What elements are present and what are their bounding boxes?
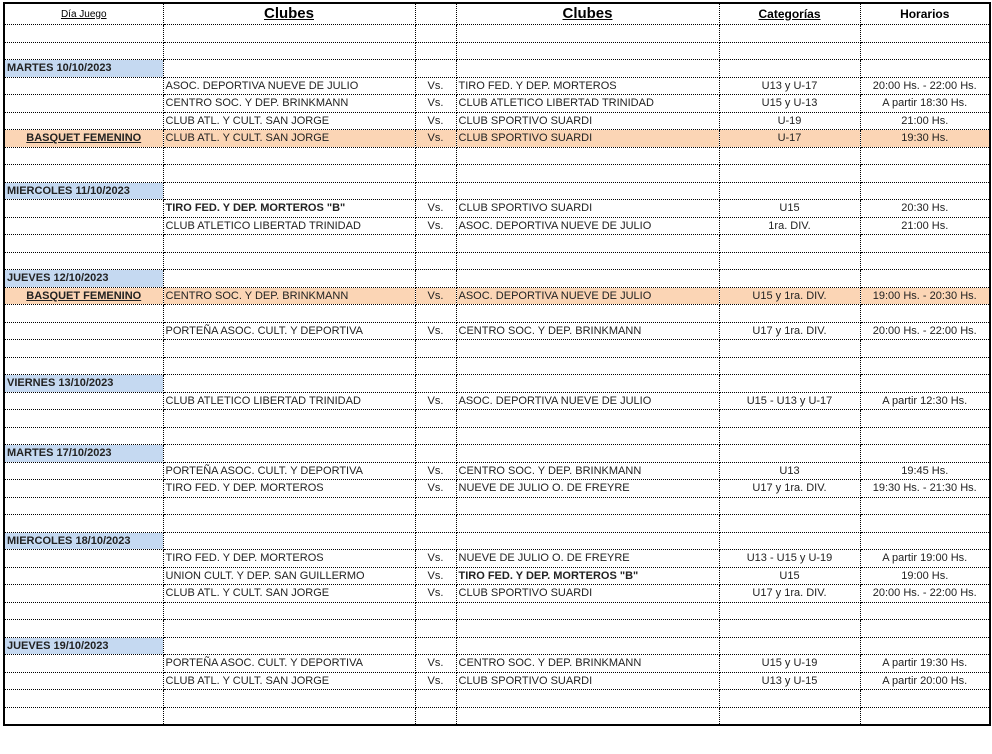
day-row (4, 445, 990, 463)
empty-cell (4, 147, 163, 165)
empty-cell (456, 602, 719, 620)
match-row (4, 130, 990, 148)
empty-cell (719, 25, 860, 43)
empty-cell (4, 655, 163, 673)
blank-row (4, 252, 990, 270)
empty-cell (719, 357, 860, 375)
empty-cell (719, 497, 860, 515)
empty-cell (456, 25, 719, 43)
empty-cell (719, 340, 860, 358)
empty-cell (4, 340, 163, 358)
category: U15 (719, 200, 860, 218)
match-day-label: JUEVES 19/10/2023 (4, 637, 163, 655)
empty-cell (163, 270, 415, 288)
schedule-time: 19:45 Hs. (860, 462, 990, 480)
empty-cell (719, 305, 860, 323)
empty-cell (163, 532, 415, 550)
blank-row (4, 515, 990, 533)
empty-cell (456, 42, 719, 60)
match-row (4, 655, 990, 673)
day-row (4, 270, 990, 288)
schedule-time: 19:30 Hs. - 21:30 Hs. (860, 480, 990, 498)
home-club: CLUB ATL. Y CULT. SAN JORGE (163, 672, 415, 690)
empty-cell (719, 235, 860, 253)
empty-cell (163, 497, 415, 515)
empty-cell (719, 165, 860, 183)
empty-cell (163, 235, 415, 253)
empty-cell (456, 270, 719, 288)
blank-row (4, 602, 990, 620)
empty-cell (456, 147, 719, 165)
empty-cell (4, 427, 163, 445)
versus-label: Vs. (415, 77, 456, 95)
away-club: CENTRO SOC. Y DEP. BRINKMANN (456, 322, 719, 340)
empty-cell (4, 95, 163, 113)
versus-label: Vs. (415, 462, 456, 480)
header-clubes-away: Clubes (456, 3, 719, 25)
empty-cell (719, 252, 860, 270)
empty-cell (860, 357, 990, 375)
versus-label: Vs. (415, 200, 456, 218)
away-club: ASOC. DEPORTIVA NUEVE DE JULIO (456, 217, 719, 235)
match-row (4, 480, 990, 498)
empty-cell (860, 25, 990, 43)
blank-row (4, 235, 990, 253)
away-club: CLUB SPORTIVO SUARDI (456, 130, 719, 148)
home-club: PORTEÑA ASOC. CULT. Y DEPORTIVA (163, 462, 415, 480)
blank-row (4, 42, 990, 60)
empty-cell (163, 165, 415, 183)
empty-cell (860, 165, 990, 183)
empty-cell (719, 60, 860, 78)
empty-cell (163, 147, 415, 165)
versus-label: Vs. (415, 480, 456, 498)
away-club: ASOC. DEPORTIVA NUEVE DE JULIO (456, 287, 719, 305)
schedule-body (4, 3, 990, 725)
away-club: CENTRO SOC. Y DEP. BRINKMANN (456, 655, 719, 673)
header-row (4, 3, 990, 25)
away-club: TIRO FED. Y DEP. MORTEROS "B" (456, 567, 719, 585)
blank-row (4, 25, 990, 43)
empty-cell (860, 147, 990, 165)
empty-cell (860, 497, 990, 515)
empty-cell (860, 427, 990, 445)
empty-cell (860, 270, 990, 288)
home-club: CLUB ATL. Y CULT. SAN JORGE (163, 585, 415, 603)
category: U13 - U15 y U-19 (719, 550, 860, 568)
header-horarios: Horarios (860, 3, 990, 25)
away-club: CENTRO SOC. Y DEP. BRINKMANN (456, 462, 719, 480)
empty-cell (4, 305, 163, 323)
versus-label: Vs. (415, 550, 456, 568)
empty-cell (860, 445, 990, 463)
versus-label: Vs. (415, 585, 456, 603)
home-club: UNION CULT. Y DEP. SAN GUILLERMO (163, 567, 415, 585)
empty-cell (456, 515, 719, 533)
empty-cell (415, 305, 456, 323)
versus-label: Vs. (415, 672, 456, 690)
empty-cell (4, 497, 163, 515)
schedule-time: 21:00 Hs. (860, 217, 990, 235)
empty-cell (719, 147, 860, 165)
empty-cell (415, 707, 456, 725)
empty-cell (456, 620, 719, 638)
home-club: PORTEÑA ASOC. CULT. Y DEPORTIVA (163, 655, 415, 673)
category: U17 y 1ra. DIV. (719, 480, 860, 498)
blank-row (4, 340, 990, 358)
match-day-label: MARTES 17/10/2023 (4, 445, 163, 463)
empty-cell (415, 375, 456, 393)
empty-cell (719, 410, 860, 428)
empty-cell (163, 42, 415, 60)
blank-row (4, 410, 990, 428)
match-day-label: MIERCOLES 11/10/2023 (4, 182, 163, 200)
empty-cell (163, 357, 415, 375)
empty-cell (415, 497, 456, 515)
empty-cell (719, 602, 860, 620)
category: U15 (719, 567, 860, 585)
empty-cell (415, 25, 456, 43)
category: U-17 (719, 130, 860, 148)
empty-cell (4, 235, 163, 253)
blank-row (4, 620, 990, 638)
day-row (4, 637, 990, 655)
empty-cell (4, 392, 163, 410)
empty-cell (719, 620, 860, 638)
empty-cell (719, 532, 860, 550)
category: U15 y U-19 (719, 655, 860, 673)
match-row (4, 200, 990, 218)
empty-cell (860, 42, 990, 60)
schedule-time: A partir 18:30 Hs. (860, 95, 990, 113)
empty-cell (4, 77, 163, 95)
empty-cell (415, 42, 456, 60)
empty-cell (163, 707, 415, 725)
away-club: NUEVE DE JULIO O. DE FREYRE (456, 550, 719, 568)
empty-cell (860, 375, 990, 393)
empty-cell (163, 60, 415, 78)
away-club: CLUB SPORTIVO SUARDI (456, 672, 719, 690)
empty-cell (456, 340, 719, 358)
schedule-time: 19:00 Hs. (860, 567, 990, 585)
home-club: CLUB ATLETICO LIBERTAD TRINIDAD (163, 217, 415, 235)
empty-cell (456, 252, 719, 270)
empty-cell (4, 672, 163, 690)
empty-cell (415, 427, 456, 445)
empty-cell (456, 707, 719, 725)
empty-cell (415, 340, 456, 358)
empty-cell (719, 427, 860, 445)
empty-cell (456, 497, 719, 515)
schedule-time: A partir 20:00 Hs. (860, 672, 990, 690)
empty-cell (456, 690, 719, 708)
empty-cell (456, 165, 719, 183)
empty-cell (163, 410, 415, 428)
category: U15 - U13 y U-17 (719, 392, 860, 410)
empty-cell (163, 602, 415, 620)
blank-row (4, 147, 990, 165)
home-club: ASOC. DEPORTIVA NUEVE DE JULIO (163, 77, 415, 95)
empty-cell (415, 515, 456, 533)
empty-cell (415, 182, 456, 200)
blank-row (4, 690, 990, 708)
empty-cell (4, 252, 163, 270)
away-club: CLUB SPORTIVO SUARDI (456, 112, 719, 130)
empty-cell (415, 252, 456, 270)
match-row (4, 322, 990, 340)
home-club: CLUB ATLETICO LIBERTAD TRINIDAD (163, 392, 415, 410)
category: U13 (719, 462, 860, 480)
empty-cell (719, 637, 860, 655)
blank-row (4, 497, 990, 515)
schedule-time: A partir 12:30 Hs. (860, 392, 990, 410)
schedule-time: 20:30 Hs. (860, 200, 990, 218)
empty-cell (719, 375, 860, 393)
match-row (4, 392, 990, 410)
versus-label: Vs. (415, 95, 456, 113)
versus-label: Vs. (415, 567, 456, 585)
empty-cell (163, 252, 415, 270)
empty-cell (163, 375, 415, 393)
empty-cell (860, 410, 990, 428)
schedule-time: 19:30 Hs. (860, 130, 990, 148)
empty-cell (415, 620, 456, 638)
header-vs-blank (415, 3, 456, 25)
empty-cell (456, 410, 719, 428)
empty-cell (4, 602, 163, 620)
empty-cell (860, 515, 990, 533)
match-day-label: MARTES 10/10/2023 (4, 60, 163, 78)
empty-cell (163, 637, 415, 655)
empty-cell (4, 550, 163, 568)
empty-cell (860, 602, 990, 620)
empty-cell (456, 60, 719, 78)
empty-cell (415, 690, 456, 708)
empty-cell (4, 707, 163, 725)
home-club: PORTEÑA ASOC. CULT. Y DEPORTIVA (163, 322, 415, 340)
empty-cell (456, 357, 719, 375)
empty-cell (163, 340, 415, 358)
home-club: TIRO FED. Y DEP. MORTEROS (163, 550, 415, 568)
category: U17 y 1ra. DIV. (719, 585, 860, 603)
versus-label: Vs. (415, 217, 456, 235)
empty-cell (4, 322, 163, 340)
empty-cell (4, 410, 163, 428)
empty-cell (4, 217, 163, 235)
category: U-19 (719, 112, 860, 130)
basquet-femenino-label: BASQUET FEMENINO (4, 287, 163, 305)
home-club: CLUB ATL. Y CULT. SAN JORGE (163, 130, 415, 148)
home-club: CENTRO SOC. Y DEP. BRINKMANN (163, 95, 415, 113)
category: U13 y U-15 (719, 672, 860, 690)
empty-cell (415, 60, 456, 78)
match-row (4, 462, 990, 480)
versus-label: Vs. (415, 287, 456, 305)
empty-cell (4, 462, 163, 480)
empty-cell (415, 637, 456, 655)
empty-cell (456, 305, 719, 323)
versus-label: Vs. (415, 655, 456, 673)
header-clubes-home: Clubes (163, 3, 415, 25)
empty-cell (4, 200, 163, 218)
empty-cell (719, 445, 860, 463)
schedule-time: A partir 19:30 Hs. (860, 655, 990, 673)
schedule-time: 19:00 Hs. - 20:30 Hs. (860, 287, 990, 305)
empty-cell (456, 532, 719, 550)
empty-cell (163, 305, 415, 323)
empty-cell (415, 445, 456, 463)
empty-cell (415, 147, 456, 165)
away-club: CLUB SPORTIVO SUARDI (456, 200, 719, 218)
empty-cell (719, 707, 860, 725)
empty-cell (415, 270, 456, 288)
schedule-time: 21:00 Hs. (860, 112, 990, 130)
match-day-label: MIERCOLES 18/10/2023 (4, 532, 163, 550)
empty-cell (4, 620, 163, 638)
empty-cell (456, 235, 719, 253)
empty-cell (163, 427, 415, 445)
match-row (4, 217, 990, 235)
schedule-time: A partir 19:00 Hs. (860, 550, 990, 568)
schedule-table (3, 2, 991, 726)
versus-label: Vs. (415, 322, 456, 340)
empty-cell (415, 602, 456, 620)
home-club: TIRO FED. Y DEP. MORTEROS (163, 480, 415, 498)
category: U15 y U-13 (719, 95, 860, 113)
empty-cell (4, 515, 163, 533)
empty-cell (456, 182, 719, 200)
empty-cell (415, 357, 456, 375)
blank-row (4, 357, 990, 375)
empty-cell (4, 165, 163, 183)
empty-cell (4, 585, 163, 603)
away-club: NUEVE DE JULIO O. DE FREYRE (456, 480, 719, 498)
home-club: CLUB ATL. Y CULT. SAN JORGE (163, 112, 415, 130)
empty-cell (163, 445, 415, 463)
empty-cell (456, 445, 719, 463)
empty-cell (860, 532, 990, 550)
away-club: ASOC. DEPORTIVA NUEVE DE JULIO (456, 392, 719, 410)
empty-cell (456, 427, 719, 445)
empty-cell (719, 182, 860, 200)
empty-cell (860, 60, 990, 78)
empty-cell (719, 42, 860, 60)
empty-cell (4, 480, 163, 498)
match-row (4, 585, 990, 603)
empty-cell (860, 620, 990, 638)
blank-row (4, 707, 990, 725)
empty-cell (860, 637, 990, 655)
header-categorias: Categorías (719, 3, 860, 25)
empty-cell (456, 375, 719, 393)
basquet-femenino-label: BASQUET FEMENINO (4, 130, 163, 148)
blank-row (4, 305, 990, 323)
schedule-time: 20:00 Hs. - 22:00 Hs. (860, 322, 990, 340)
empty-cell (4, 112, 163, 130)
category: U15 y 1ra. DIV. (719, 287, 860, 305)
empty-cell (415, 410, 456, 428)
empty-cell (163, 182, 415, 200)
category: 1ra. DIV. (719, 217, 860, 235)
empty-cell (415, 165, 456, 183)
match-row (4, 550, 990, 568)
empty-cell (163, 515, 415, 533)
empty-cell (860, 235, 990, 253)
empty-cell (719, 270, 860, 288)
empty-cell (860, 305, 990, 323)
schedule-time: 20:00 Hs. - 22:00 Hs. (860, 585, 990, 603)
day-row (4, 375, 990, 393)
category: U17 y 1ra. DIV. (719, 322, 860, 340)
empty-cell (163, 620, 415, 638)
empty-cell (860, 182, 990, 200)
empty-cell (415, 532, 456, 550)
empty-cell (860, 252, 990, 270)
empty-cell (163, 25, 415, 43)
empty-cell (163, 690, 415, 708)
versus-label: Vs. (415, 392, 456, 410)
match-row (4, 112, 990, 130)
match-day-label: JUEVES 12/10/2023 (4, 270, 163, 288)
home-club: CENTRO SOC. Y DEP. BRINKMANN (163, 287, 415, 305)
empty-cell (4, 25, 163, 43)
header-dia-juego: Día Juego (4, 3, 163, 25)
category: U13 y U-17 (719, 77, 860, 95)
empty-cell (860, 340, 990, 358)
empty-cell (4, 42, 163, 60)
empty-cell (4, 567, 163, 585)
versus-label: Vs. (415, 112, 456, 130)
away-club: CLUB SPORTIVO SUARDI (456, 585, 719, 603)
empty-cell (456, 637, 719, 655)
empty-cell (860, 690, 990, 708)
match-row (4, 95, 990, 113)
empty-cell (719, 690, 860, 708)
day-row (4, 60, 990, 78)
blank-row (4, 165, 990, 183)
match-row (4, 567, 990, 585)
empty-cell (719, 515, 860, 533)
home-club: TIRO FED. Y DEP. MORTEROS "B" (163, 200, 415, 218)
day-row (4, 182, 990, 200)
match-day-label: VIERNES 13/10/2023 (4, 375, 163, 393)
empty-cell (4, 357, 163, 375)
away-club: CLUB ATLETICO LIBERTAD TRINIDAD (456, 95, 719, 113)
match-row (4, 77, 990, 95)
versus-label: Vs. (415, 130, 456, 148)
away-club: TIRO FED. Y DEP. MORTEROS (456, 77, 719, 95)
empty-cell (415, 235, 456, 253)
match-row (4, 672, 990, 690)
empty-cell (4, 690, 163, 708)
day-row (4, 532, 990, 550)
empty-cell (860, 707, 990, 725)
blank-row (4, 427, 990, 445)
schedule-time: 20:00 Hs. - 22:00 Hs. (860, 77, 990, 95)
match-row (4, 287, 990, 305)
